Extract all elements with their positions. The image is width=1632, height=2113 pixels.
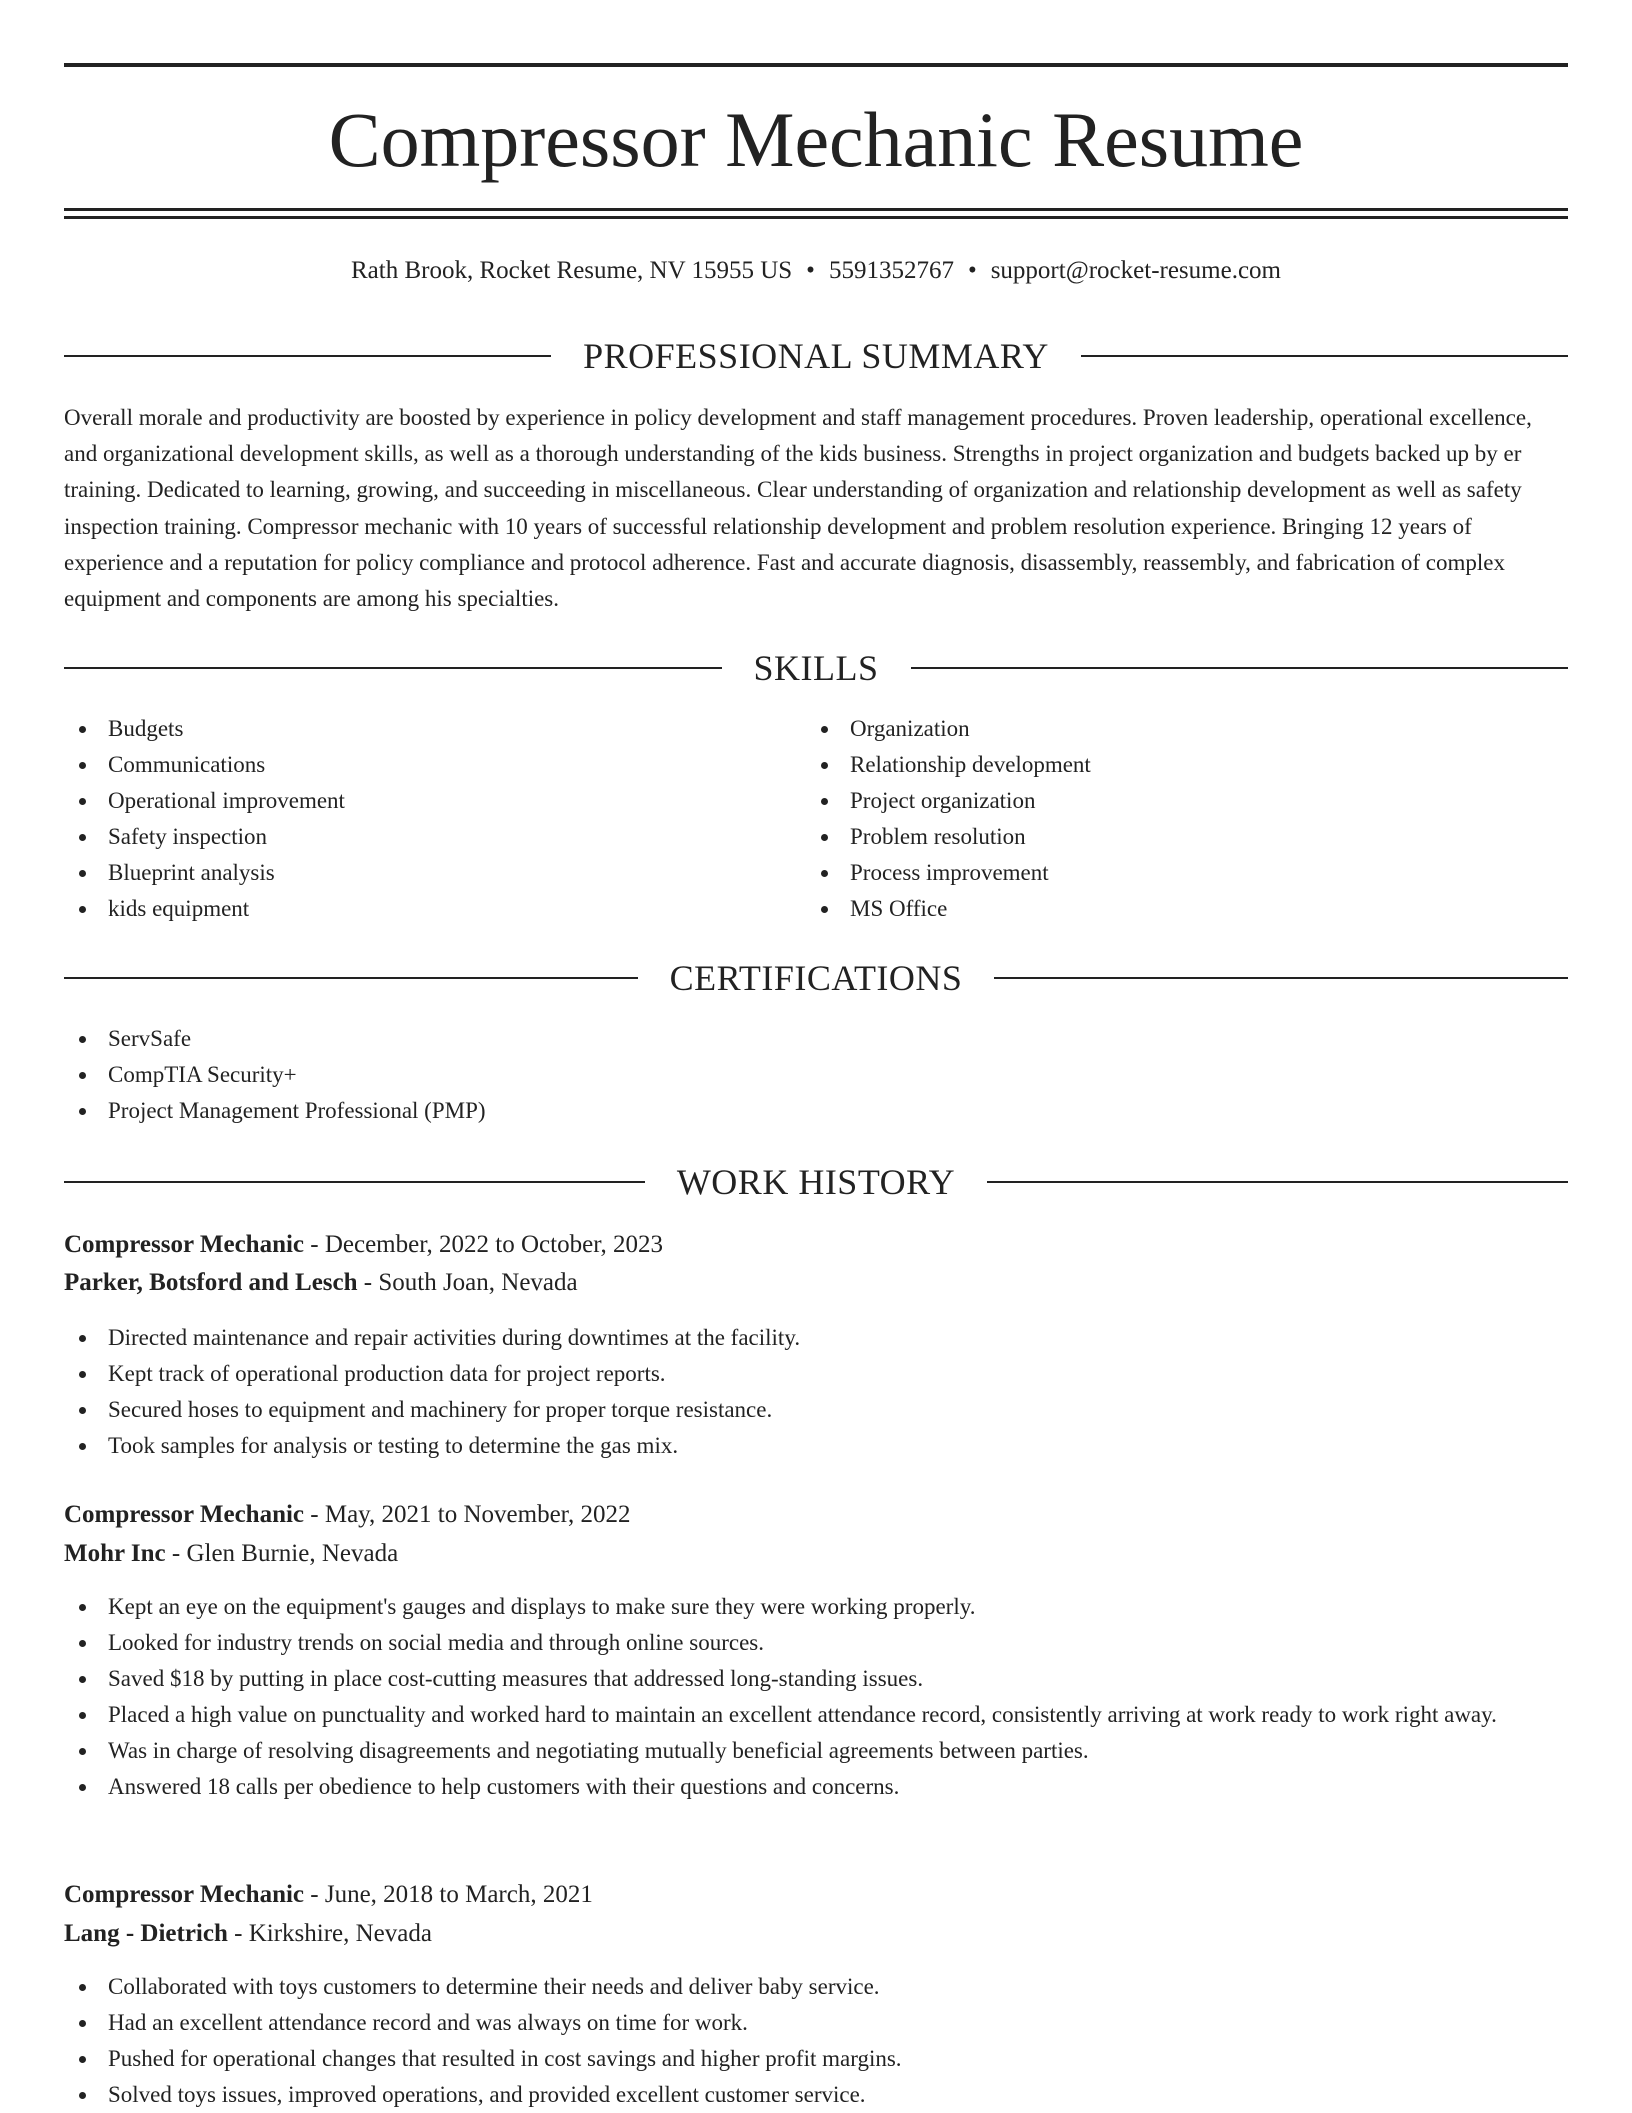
job-bullet: Secured hoses to equipment and machinery for proper torque resistance. (64, 1392, 1568, 1428)
job-company: Parker, Botsford and Lesch (64, 1269, 358, 1296)
skill-item: Relationship development (806, 747, 1546, 783)
job-bullet: Kept track of operational production data for project reports. (64, 1356, 1568, 1392)
job-bullet: Kept an eye on the equipment's gauges and displays to make sure they were working properly. (64, 1589, 1568, 1625)
certification-item: CompTIA Security+ (64, 1057, 1568, 1093)
contact-separator: • (967, 257, 977, 284)
summary-text: Overall morale and productivity are boosted by experience in policy development and staff management procedures. Proven leadership, operational excellence, and organizational development skills, as well as a thorough understanding of the kids business. Strengths in project organization and budgets backed up by er training. Dedicated to learning, growing, and succeeding in miscellaneous. Clear understanding of organization and relationship development as well as safety inspection training. Compressor mechanic with 10 years of successful relationship development and problem resolution experience. Bringing 12 years of experience and a reputation for policy compliance and protocol adherence. Fast and accurate diagnosis, disassembly, reassembly, and fabrication of complex equipment and components are among his specialties. (64, 405, 1532, 612)
job-title-line (64, 1497, 1568, 1533)
heading-rule (987, 1181, 1568, 1183)
heading-rule (64, 355, 551, 357)
section-title: SKILLS (753, 648, 879, 688)
job-title-line (64, 1227, 1568, 1263)
contact-separator: • (806, 257, 815, 284)
heading-rule (64, 1181, 645, 1183)
job-dates: - December, 2022 to October, 2023 (304, 1231, 664, 1258)
section-heading-certifications (64, 956, 1568, 1000)
job-bullet: Took samples for analysis or testing to determine the gas mix. (64, 1428, 1568, 1464)
contact-line (64, 254, 1568, 288)
skill-item: Problem resolution (806, 819, 1546, 855)
job-company: Mohr Inc (64, 1540, 166, 1567)
job-location: - South Joan, Nevada (357, 1269, 578, 1296)
job-bullet: Placed a high value on punctuality and worked hard to maintain an excellent attendance record, consistently arriving at work ready to work right away. (64, 1697, 1568, 1733)
skill-item: Organization (806, 711, 1546, 747)
job-bullet: Collaborated with toys customers to determine their needs and deliver baby service. (64, 1969, 1568, 2005)
skills-list-left (64, 711, 804, 927)
job-bullet: Answered 18 calls per obedience to help customers with their questions and concerns. (64, 1769, 1568, 1805)
section-title: CERTIFICATIONS (669, 958, 963, 998)
skill-item: MS Office (806, 891, 1546, 927)
header-bottom-rule (64, 208, 1568, 211)
job-title-line (64, 1877, 1568, 1913)
job-company-line (64, 1916, 1568, 1952)
heading-rule (1081, 355, 1568, 357)
heading-rule (994, 977, 1568, 979)
skill-item: Blueprint analysis (64, 855, 804, 891)
job-bullet: Had an excellent attendance record and was always on time for work. (64, 2005, 1568, 2041)
job-company: Lang - Dietrich (64, 1920, 228, 1947)
job-bullet: Saved $18 by putting in place cost-cutting measures that addressed long-standing issues. (64, 1661, 1568, 1697)
job-title: Compressor Mechanic (64, 1501, 305, 1528)
section-heading-summary (64, 334, 1568, 378)
skill-item: Safety inspection (64, 819, 804, 855)
certification-item: ServSafe (64, 1021, 1568, 1057)
job-dates: - May, 2021 to November, 2022 (304, 1501, 631, 1528)
heading-rule (911, 667, 1569, 669)
heading-rule (64, 667, 722, 669)
header-top-rule (64, 63, 1568, 67)
job-title: Compressor Mechanic (64, 1881, 305, 1908)
contact-address: Rath Brook, Rocket Resume, NV 15955 US (350, 257, 793, 284)
heading-rule (64, 977, 638, 979)
job-company-line (64, 1536, 1568, 1572)
job-location: - Kirkshire, Nevada (227, 1920, 432, 1947)
skill-item: Budgets (64, 711, 804, 747)
section-heading-skills (64, 646, 1568, 690)
skills-list-right (806, 711, 1546, 927)
skill-item: Operational improvement (64, 783, 804, 819)
job-title: Compressor Mechanic (64, 1231, 305, 1258)
skill-item: kids equipment (64, 891, 804, 927)
resume-title: Compressor Mechanic Resume (328, 96, 1304, 183)
job-bullet: Was in charge of resolving disagreements and negotiating mutually beneficial agreements between parties. (64, 1733, 1568, 1769)
job-bullet: Pushed for operational changes that resulted in cost savings and higher profit margins. (64, 2041, 1568, 2077)
skill-item: Process improvement (806, 855, 1546, 891)
certification-item: Project Management Professional (PMP) (64, 1093, 1568, 1129)
job-bullets (64, 1589, 1568, 1805)
job-bullet: Looked for industry trends on social media and through online sources. (64, 1625, 1568, 1661)
job-bullet: Directed maintenance and repair activities during downtimes at the facility. (64, 1320, 1568, 1356)
section-heading-work-history (64, 1160, 1568, 1204)
job-dates: - June, 2018 to March, 2021 (304, 1881, 593, 1908)
job-location: - Glen Burnie, Nevada (165, 1540, 399, 1567)
skill-item: Project organization (806, 783, 1546, 819)
skill-item: Communications (64, 747, 804, 783)
job-bullets (64, 1969, 1568, 2113)
job-bullets (64, 1320, 1568, 1464)
header-bottom-rule-2 (64, 216, 1568, 219)
section-title: PROFESSIONAL SUMMARY (583, 336, 1049, 376)
job-company-line (64, 1265, 1568, 1301)
contact-phone: 5591352767 (828, 257, 954, 284)
certifications-list (64, 1021, 1568, 1129)
section-title: WORK HISTORY (676, 1162, 956, 1202)
job-bullet: Solved toys issues, improved operations, and provided excellent customer service. (64, 2077, 1568, 2113)
contact-email: support@rocket-resume.com (990, 257, 1281, 284)
